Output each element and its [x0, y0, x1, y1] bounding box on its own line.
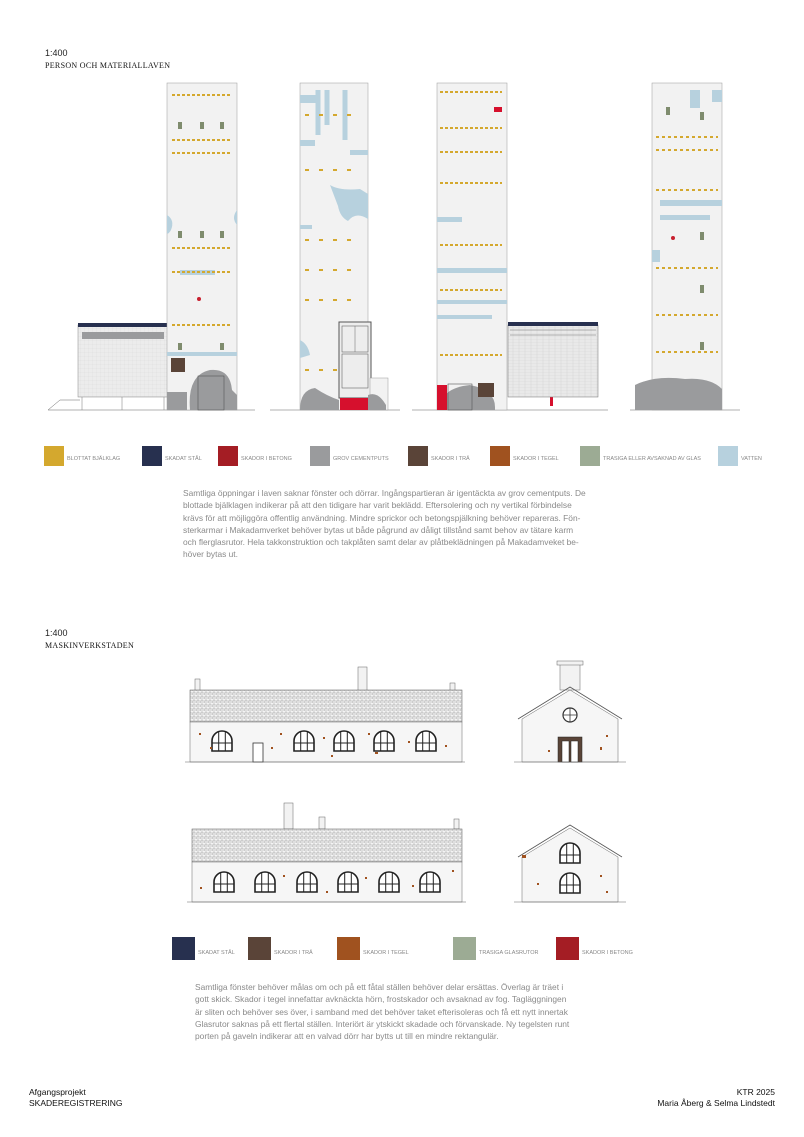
scale-label-2: 1:400 — [45, 628, 68, 638]
swatch-brick-damage-icon — [490, 446, 510, 466]
legend-verkstad — [172, 937, 633, 960]
text-line: Samtliga öppningar i laven saknar fönster och dörrar. Ingångspartieran är igentäckta av grov cementputs. De — [183, 488, 586, 498]
legend-item — [218, 446, 310, 466]
legend-label: SKADOR I TEGEL — [513, 456, 559, 462]
description-verkstad — [195, 981, 569, 1042]
tower-elevations — [0, 0, 804, 420]
swatch-brick-damage-icon — [337, 937, 360, 960]
text-line: höver bytas ut. — [183, 549, 238, 560]
legend-label: SKADOR I TRÄ — [431, 456, 470, 462]
swatch-damaged-steel-icon — [172, 937, 195, 960]
project-label: Afgangsprojekt — [29, 1087, 86, 1097]
text-line: sterkarmar i Makadamverket behöver bytas ut både pågrund av dåligt tillstånd samt behov av tätare karm — [183, 524, 574, 535]
legend-label: GROV CEMENTPUTS — [333, 456, 389, 462]
tower-elevation-3 — [412, 83, 608, 410]
workshop-long-elevation-2 — [187, 803, 466, 902]
text-line: krävs för att möjliggöra offentlig användning. Mindre sprickor och betongspjälkning behöver repareras. Fön- — [183, 512, 581, 523]
workshop-long-elevation-1 — [185, 667, 465, 762]
swatch-damaged-steel-icon — [142, 446, 162, 466]
legend-lave — [44, 446, 762, 466]
authors: Maria Åberg & Selma Lindstedt — [657, 1097, 775, 1108]
legend-item — [142, 446, 218, 466]
text-line: Samtliga fönster behöver målas om och på ett fåtal ställen behöver delar ersättas. Överlag är träet i — [195, 982, 564, 992]
description-lave — [183, 487, 586, 561]
legend-item — [453, 937, 556, 960]
legend-label: SKADOR I BETONG — [241, 456, 292, 462]
legend-item — [580, 446, 718, 466]
text-line: porten på gaveln indikerar att en valvad dörr har bytts ut till en mindre rektangulär. — [195, 1031, 499, 1042]
legend-label: VATTEN — [741, 456, 762, 462]
legend-label: TRASIGA ELLER AVSAKNAD AV GLAS — [603, 456, 701, 462]
legend-label: BLOTTAT BJÄLKLAG — [67, 456, 121, 462]
legend-item — [490, 446, 580, 466]
swatch-broken-glass-icon — [453, 937, 476, 960]
text-line: blottade bjälklagen indikerar på att den tidigare har varit beklädd. Eftersolering och ny vertikal förbindelse — [183, 500, 572, 511]
tower-elevation-4 — [630, 83, 740, 410]
swatch-broken-glass-icon — [580, 446, 600, 466]
swatch-wood-damage-icon — [248, 937, 271, 960]
swatch-coarse-plaster-icon — [310, 446, 330, 466]
legend-label: SKADAT STÅL — [165, 456, 202, 462]
legend-item — [44, 446, 142, 466]
legend-item — [310, 446, 408, 466]
legend-item — [556, 937, 633, 960]
tower-elevation-2 — [270, 83, 400, 410]
swatch-concrete-damage-icon — [556, 937, 579, 960]
tower-elevation-1 — [48, 83, 255, 410]
swatch-water-icon — [718, 446, 738, 466]
swatch-exposed-joists-icon — [44, 446, 64, 466]
text-line: är sliten och behöver ses över, i samband med det behöver taket efterisoleras och få ett nytt innertak — [195, 1006, 568, 1017]
scale-label-1: 1:400 — [45, 48, 68, 58]
section-title-verkstad: MASKINVERKSTADEN — [45, 641, 135, 650]
workshop-elevations — [0, 655, 804, 915]
swatch-wood-damage-icon — [408, 446, 428, 466]
legend-label: SKADOR I TEGEL — [363, 950, 409, 956]
workshop-gable-1 — [514, 661, 626, 762]
legend-item — [718, 446, 762, 466]
legend-item — [172, 937, 248, 960]
legend-label: TRASIGA GLASRUTOR — [479, 950, 539, 956]
text-line: och flerglasrutor. Hela takkonstruktion och takplåten samt delar av plåtbeklädningen på Makadamveket be- — [183, 537, 579, 548]
section-title-lave: PERSON OCH MATERIALLAVEN — [45, 61, 171, 70]
workshop-gable-2 — [514, 825, 626, 902]
legend-item — [248, 937, 337, 960]
legend-label: SKADAT STÅL — [198, 950, 235, 956]
legend-label: SKADOR I TRÄ — [274, 950, 313, 956]
text-line: Glasrutor saknas på ett flertal ställen. Interiört är ytskickt skadade och förvanskade. Ny tegelsten runt — [195, 1018, 570, 1029]
document-title: SKADEREGISTRERING — [29, 1097, 123, 1108]
footer-left — [29, 1087, 123, 1108]
text-line: gott skick. Skador i tegel innefattar avknäckta hörn, frostskador och avsaknad av fog. Tagläggningen — [195, 994, 567, 1005]
footer-right — [657, 1087, 775, 1108]
legend-item — [337, 937, 453, 960]
legend-label: SKADOR I BETONG — [582, 950, 633, 956]
legend-item — [408, 446, 490, 466]
course-label: KTR 2025 — [736, 1087, 775, 1097]
swatch-concrete-damage-icon — [218, 446, 238, 466]
